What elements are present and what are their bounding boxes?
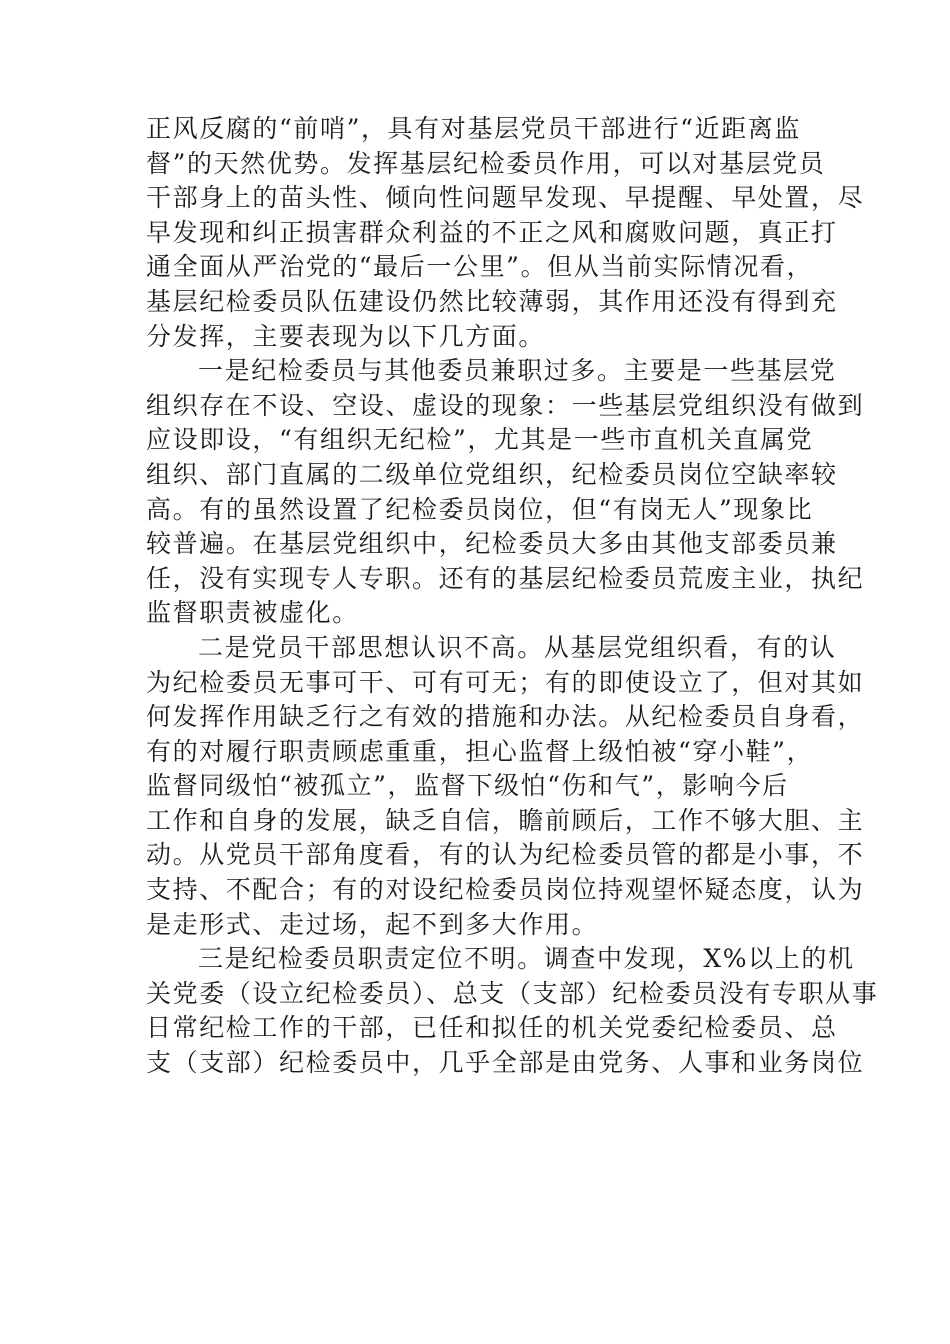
text-line: 较普遍。在基层党组织中，纪检委员大多由其他支部委员兼: [146, 529, 838, 559]
text-line: 通全面从严治党的“最后一公里”。但从当前实际情况看，: [146, 252, 814, 282]
text-line: 动。从党员干部角度看，有的认为纪检委员管的都是小事，不: [146, 840, 865, 870]
text-line: 干部身上的苗头性、倾向性问题早发现、早提醒、早处置，尽: [146, 183, 865, 213]
text-line: 应设即设，“有组织无纪检”，尤其是一些市直机关直属党: [146, 425, 814, 455]
text-line: 组织、部门直属的二级单位党组织，纪检委员岗位空缺率较: [146, 459, 838, 489]
text-line: 支持、不配合；有的对设纪检委员岗位持观望怀疑态度，认为: [146, 875, 865, 905]
text-line: 三是纪检委员职责定位不明。调查中发现，X%以上的机: [198, 944, 855, 974]
text-line: 一是纪检委员与其他委员兼职过多。主要是一些基层党: [198, 356, 837, 386]
text-line: 高。有的虽然设置了纪检委员岗位，但“有岗无人”现象比: [146, 494, 814, 524]
paragraph: [146, 631, 865, 942]
text-line: 基层纪检委员队伍建设仍然比较薄弱，其作用还没有得到充: [146, 286, 838, 316]
text-line: 是走形式、走过场，起不到多大作用。: [146, 909, 599, 939]
text-line: 任，没有实现专人专职。还有的基层纪检委员荒废主业，执纪: [146, 563, 865, 593]
text-line: 分发挥，主要表现为以下几方面。: [146, 321, 546, 351]
text-line: 关党委（设立纪检委员）、总支（支部）纪检委员没有专职从事: [146, 978, 879, 1008]
text-line: 正风反腐的“前哨”，具有对基层党员干部进行“近距离监: [146, 114, 801, 143]
document-body: [146, 112, 879, 1081]
text-line: 何发挥作用缺乏行之有效的措施和办法。从纪检委员自身看，: [146, 702, 865, 732]
paragraph: [146, 354, 865, 631]
paragraph: [146, 942, 879, 1080]
text-line: 监督同级怕“被孤立”，监督下级怕“伤和气”，影响今后: [146, 771, 789, 801]
paragraph: [146, 112, 865, 354]
text-line: 组织存在不设、空设、虚设的现象：一些基层党组织没有做到: [146, 390, 865, 420]
text-line: 为纪检委员无事可干、可有可无；有的即使设立了，但对其如: [146, 667, 865, 697]
text-line: 监督职责被虚化。: [146, 598, 359, 628]
text-line: 工作和自身的发展，缺乏自信，瞻前顾后，工作不够大胆、主: [146, 805, 865, 835]
text-line: 二是党员干部思想认识不高。从基层党组织看，有的认: [198, 632, 837, 662]
text-line: 日常纪检工作的干部，已任和拟任的机关党委纪检委员、总: [146, 1013, 838, 1043]
text-line: 支（支部）纪检委员中，几乎全部是由党务、人事和业务岗位: [146, 1048, 865, 1078]
text-line: 督”的天然优势。发挥基层纪检委员作用，可以对基层党员: [146, 148, 826, 178]
text-line: 早发现和纠正损害群众利益的不正之风和腐败问题，真正打: [146, 217, 838, 247]
text-line: 有的对履行职责顾虑重重，担心监督上级怕被“穿小鞋”，: [146, 736, 814, 766]
